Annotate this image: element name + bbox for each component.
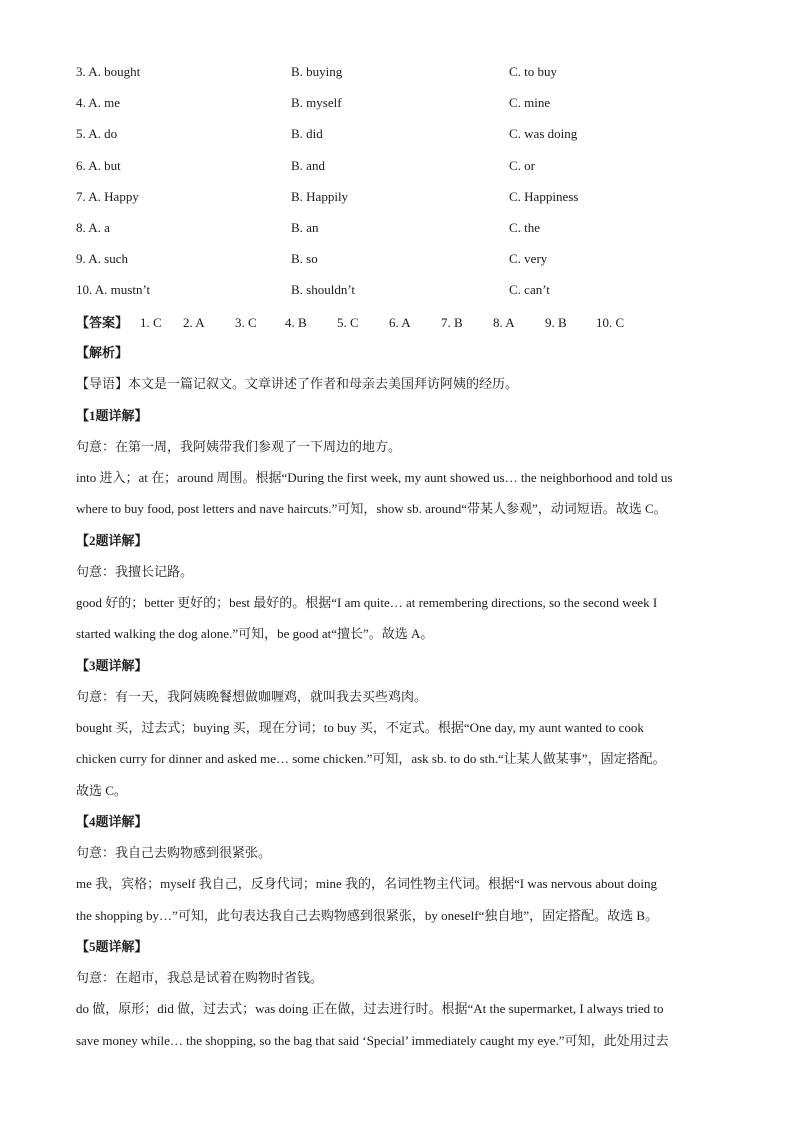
text-line: bought 买，过去式；buying 买，现在分词；to buy 买，不定式。根据“One day, my aunt wanted to cook [76, 720, 644, 735]
option-b: B. shouldn’t [291, 282, 356, 298]
answer-item: 10. C [596, 315, 625, 330]
text-line: started walking the dog alone.”可知，be good at“擅长”。故选 A。 [76, 626, 434, 642]
option-a: 8. A. a [76, 220, 110, 235]
option-c: C. the [509, 220, 541, 235]
option-a: 6. A. but [76, 157, 121, 173]
text-line: 句意：有一天，我阿姨晚餐想做咖喱鸡，就叫我去买些鸡肉。 [76, 688, 428, 704]
answer-item: 2. A [183, 315, 205, 330]
option-a: 7. A. Happy [76, 188, 139, 204]
text-line: do 做，原形；did 做，过去式；was doing 正在做，过去进行时。根据“At the supermarket, I always tried to [76, 1001, 664, 1017]
option-row [0, 62, 794, 82]
section-heading: 【5题详解】 [76, 938, 148, 954]
text-line: 【导语】本文是一篇记叙文。文章讲述了作者和母亲去美国拜访阿姨的经历。 [76, 376, 519, 392]
answer-item: 4. B [285, 315, 307, 330]
section-heading: 【4题详解】 [76, 813, 148, 829]
answer-item: 3. C [235, 315, 257, 330]
section-heading: 【解析】 [76, 345, 129, 360]
option-a: 9. A. such [76, 251, 128, 267]
text-line: 句意：我自己去购物感到很紧张。 [76, 845, 272, 860]
answer-line [76, 313, 625, 333]
option-a: 4. A. me [76, 95, 121, 111]
answer-item: 6. A [389, 315, 411, 330]
option-b: B. myself [291, 95, 342, 111]
option-a: 5. A. do [76, 126, 118, 142]
option-c: C. mine [509, 95, 551, 111]
answer-tag: 【答案】 [76, 315, 129, 330]
option-row [0, 187, 794, 207]
option-b: B. an [291, 220, 319, 235]
text-line: where to buy food, post letters and nave haircuts.”可知，show sb. around“带某人参观”，动词短语。故选 C。 [76, 501, 667, 517]
option-b: B. so [291, 251, 318, 267]
option-row [0, 218, 794, 238]
text-line: good 好的；better 更好的；best 最好的。根据“I am quite… at remembering directions, so the second week I [76, 595, 658, 610]
text-line: 句意：我擅长记路。 [76, 563, 194, 579]
text-line: 故选 C。 [76, 782, 127, 798]
answer-item: 9. B [545, 315, 567, 330]
text-line: the shopping by…”可知，此句表达我自己去购物感到很紧张，by oneself“独自地”，固定搭配。故选 B。 [76, 907, 659, 923]
text-line: 句意：在第一周，我阿姨带我们参观了一下周边的地方。 [76, 438, 402, 454]
option-row [0, 93, 794, 113]
option-row [0, 280, 794, 300]
answer-item: 5. C [337, 315, 359, 330]
option-b: B. buying [291, 64, 343, 79]
option-a: 3. A. bought [76, 64, 141, 79]
text-line: 句意：在超市，我总是试着在购物时省钱。 [76, 970, 324, 985]
text-line: save money while… the shopping, so the bag that said ‘Special’ immediately caught my eye.”可知，此处用过去 [76, 1032, 669, 1048]
text-line: chicken curry for dinner and asked me… some chicken.”可知，ask sb. to do sth.“让某人做某事”，固定搭配。 [76, 751, 666, 767]
text-line: into 进入；at 在；around 周围。根据“During the first week, my aunt showed us… the neighborhood and told us [76, 470, 673, 485]
section-heading: 【1题详解】 [76, 407, 148, 423]
option-c: C. to buy [509, 64, 558, 79]
text-line: me 我，宾格；myself 我自己，反身代词；mine 我的，名词性物主代词。根据“I was nervous about doing [76, 876, 657, 892]
answer-item: 1. C [140, 315, 162, 330]
option-b: B. and [291, 157, 325, 173]
option-b: B. did [291, 126, 323, 142]
section-heading: 【2题详解】 [76, 532, 148, 548]
answer-item: 7. B [441, 315, 463, 330]
option-c: C. or [509, 157, 535, 173]
section-heading: 【3题详解】 [76, 657, 148, 673]
option-c: C. can’t [509, 282, 550, 298]
option-b: B. Happily [291, 188, 349, 204]
option-c: C. Happiness [509, 188, 579, 204]
answer-item: 8. A [493, 315, 515, 330]
option-c: C. was doing [509, 126, 578, 142]
option-row [0, 156, 794, 176]
option-c: C. very [509, 251, 548, 267]
option-row [0, 124, 794, 144]
option-row [0, 249, 794, 269]
option-a: 10. A. mustn’t [76, 282, 151, 298]
